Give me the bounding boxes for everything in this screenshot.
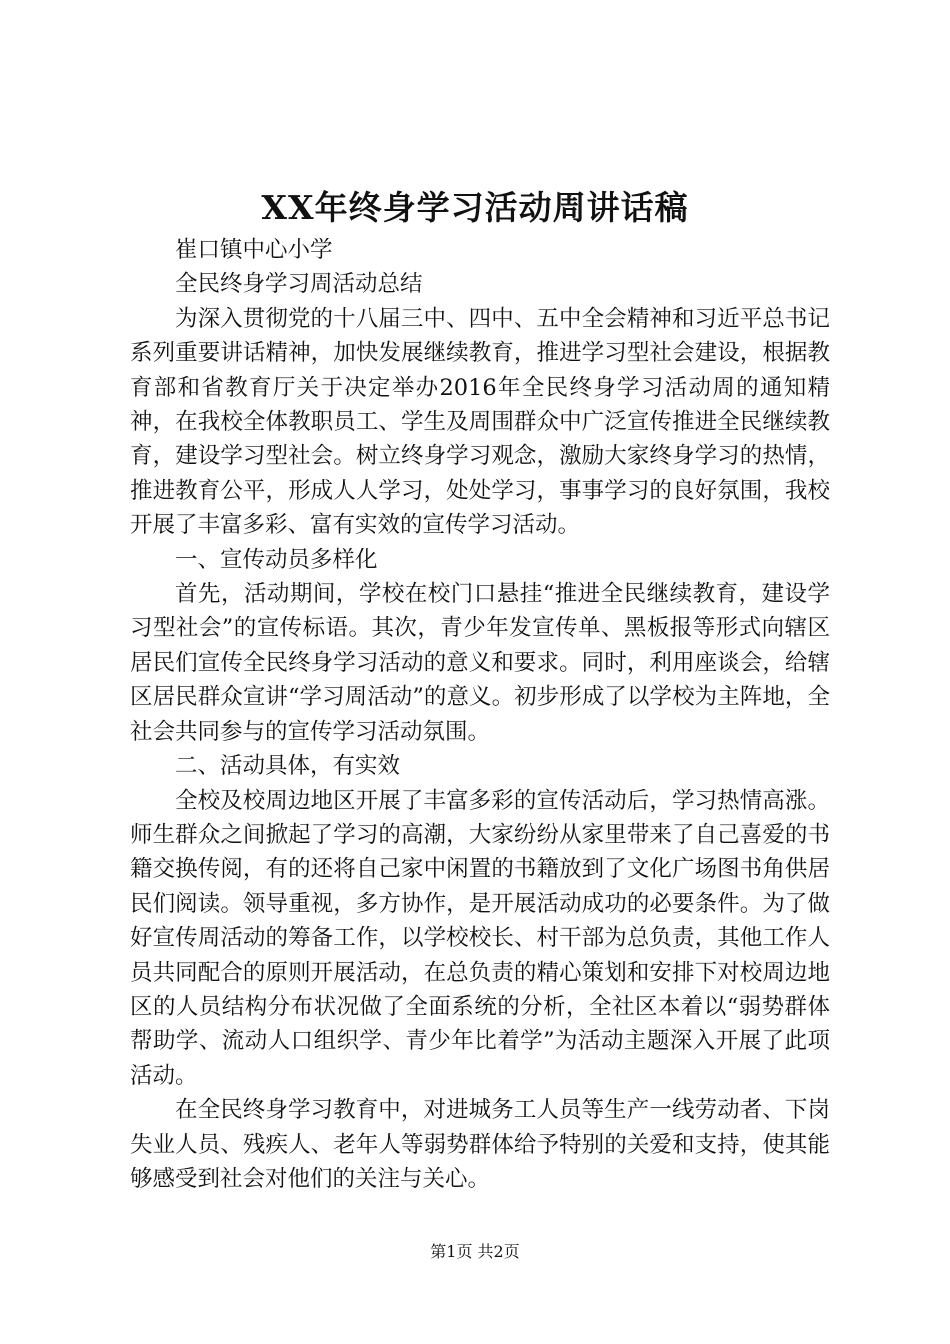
- section-heading-2: 二、活动具体，有实效: [175, 753, 401, 780]
- paragraph-section-2: 全校及校周边地区开展了丰富多彩的宣传活动后，学习热情高涨。师生群众之间掀起了学习的高潮，大家纷纷从家里带来了自己喜爱的书籍交换传阅，有的还将自己家中闲置的书籍放到了文化广场图书角供居民们阅读。领导重视，多方协作，是开展活动成功的必要条件。为了做好宣传周活动的筹备工作，以学校校长、村干部为总负责，其他工作人员共同配合的原则开展活动，在总负责的精心策划和安排下对校周边地区的人员结构分布状况做了全面系统的分析，全社区本着以“弱势群体帮助学、流动人口组织学、青少年比着学”为活动主题深入开展了此项活动。: [130, 787, 830, 1089]
- paragraph-subtitle: 全民终身学习周活动总结: [175, 271, 423, 298]
- page-number-footer: 第1页 共2页: [430, 1242, 520, 1261]
- paragraph-intro: 为深入贯彻党的十八届三中、四中、五中全会精神和习近平总书记系列重要讲话精神，加快发展继续教育，推进学习型社会建设，根据教育部和省教育厅关于决定举办2016年全民终身学习活动周的通知精神，在我校全体教职员工、学生及周围群众中广泛宣传推进全民继续教育，建设学习型社会。树立终身学习观念，激励大家终身学习的热情，推进教育公平，形成人人学习，处处学习，事事学习的良好氛围，我校开展了丰富多彩、富有实效的宣传学习活动。: [130, 305, 830, 539]
- paragraph-closing: 在全民终身学习教育中，对进城务工人员等生产一线劳动者、下岗失业人员、残疾人、老年人等弱势群体给予特别的关爱和支持，使其能够感受到社会对他们的关注与关心。: [130, 1097, 830, 1192]
- paragraph-section-1: 首先，活动期间，学校在校门口悬挂“推进全民继续教育，建设学习型社会”的宣传标语。其次，青少年发宣传单、黑板报等形式向辖区居民们宣传全民终身学习活动的意义和要求。同时，利用座谈会，给辖区居民群众宣讲“学习周活动”的意义。初步形成了以学校为主阵地，全社会共同参与的宣传学习活动氛围。: [130, 581, 830, 745]
- document-body: [130, 233, 830, 1196]
- paragraph-school-name: 崔口镇中心小学: [175, 237, 333, 263]
- document-title: XX年终身学习活动周讲话稿: [261, 188, 689, 227]
- section-heading-1: 一、宣传动员多样化: [175, 546, 378, 573]
